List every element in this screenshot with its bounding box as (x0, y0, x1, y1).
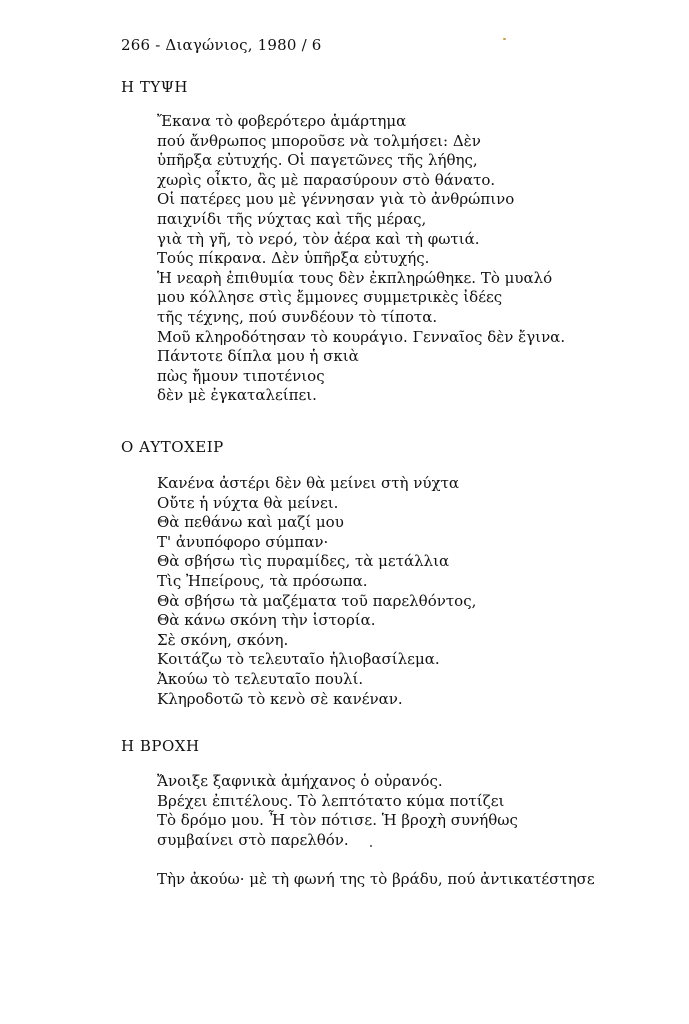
poem-line: πού ἄνθρωπος μποροῦσε νὰ τολμήσει: Δὲν (157, 131, 481, 150)
poem-line: Θὰ σβήσω τὰ μαζέματα τοῦ παρελθόντος, (157, 591, 477, 610)
poem-line: Οὔτε ἡ νύχτα θὰ μείνει. (157, 493, 339, 512)
poem-line: Σὲ σκόνη, σκόνη. (157, 630, 289, 649)
poem-line: Ἔκανα τὸ φοβερότερο ἁμάρτημα (157, 112, 407, 130)
poem-line: Θὰ κάνω σκόνη τὴν ἱστορία. (157, 611, 376, 630)
poem-line: παιχνίδι τῆς νύχτας καὶ τῆς μέρας, (157, 209, 427, 228)
poem-line: Τούς πίκρανα. Δὲν ὑπῆρξα εὐτυχής. (157, 249, 430, 268)
poem-line: τῆς τέχνης, πού συνδέουν τὸ τίποτα. (157, 307, 438, 326)
poem-line: Τὴν ἀκούω· μὲ τὴ φωνή της τὸ βράδυ, πού ἀντικατέστησε (157, 870, 595, 889)
section-title-vrochi: Η ΒΡΟΧΗ (121, 737, 200, 755)
poem-line: Ἀκούω τὸ τελευταῖο πουλί. (157, 669, 364, 688)
poem-line: ὑπῆρξα εὐτυχής. Οἱ παγετῶνες τῆς λήθης, (157, 151, 478, 170)
poem-line: Θὰ πεθάνω καὶ μαζί μου (157, 513, 344, 532)
paper-speck (370, 845, 372, 847)
poem-line: Οἱ πατέρες μου μὲ γέννησαν γιὰ τὸ ἀνθρώπινο (157, 190, 515, 209)
paper-speck (503, 38, 506, 40)
poem-line: μου κόλλησε στὶς ἔμμονες συμμετρικὲς ἰδέες (157, 288, 503, 307)
poem-line: Κανένα ἀστέρι δὲν θὰ μείνει στὴ νύχτα (157, 474, 460, 492)
poem-line: Κληροδοτῶ τὸ κενὸ σὲ κανέναν. (157, 689, 403, 708)
poem-line: Μοῦ κληροδότησαν τὸ κουράγιο. Γενναῖος δὲν ἔγινα. (157, 327, 566, 346)
running-head: 266 - Διαγώνιος, 1980 / 6 (121, 36, 322, 54)
poem-line: Τ' ἀνυπόφορο σύμπαν· (157, 532, 329, 551)
section-title-autocheir: Ο ΑΥΤΟΧΕΙΡ (121, 438, 224, 456)
poem-line: Τὶς Ἠπείρους, τὰ πρόσωπα. (157, 571, 368, 590)
poem-line: πὼς ἤμουν τιποτένιος (157, 366, 325, 385)
poem-line: Πάντοτε δίπλα μου ἡ σκιὰ (157, 347, 359, 366)
poem-typsi (157, 112, 565, 406)
poem-line: Τὸ δρόμο μου. Ἦ τὸν πότισε. Ἡ βροχὴ συνήθως (157, 811, 518, 830)
poem-line: χωρὶς οἶκτο, ἂς μὲ παρασύρουν στὸ θάνατο. (157, 170, 496, 189)
poem-line: γιὰ τὴ γῆ, τὸ νερό, τὸν ἀέρα καὶ τὴ φωτιά. (157, 229, 480, 248)
section-title-typsi: Η ΤΥΨΗ (121, 78, 188, 96)
poem-line: Βρέχει ἐπιτέλους. Τὸ λεπτότατο κύμα ποτίζει (157, 791, 505, 810)
poem-line: δὲν μὲ ἐγκαταλείπει. (157, 386, 317, 405)
stanza-gap (157, 850, 595, 870)
poem-vrochi (157, 772, 595, 890)
poem-line: Ἡ νεαρὴ ἐπιθυμία τους δὲν ἐκπληρώθηκε. Τὸ μυαλό (157, 268, 553, 287)
poem-line: Θὰ σβήσω τὶς πυραμίδες, τὰ μετάλλια (157, 552, 450, 571)
poem-line: Ἄνοιξε ξαφνικὰ ἀμήχανος ὁ οὐρανός. (157, 772, 443, 790)
poem-autocheir (157, 474, 476, 709)
poem-line: συμβαίνει στὸ παρελθόν. (157, 830, 349, 849)
poem-line: Κοιτάζω τὸ τελευταῖο ἡλιοβασίλεμα. (157, 650, 440, 669)
